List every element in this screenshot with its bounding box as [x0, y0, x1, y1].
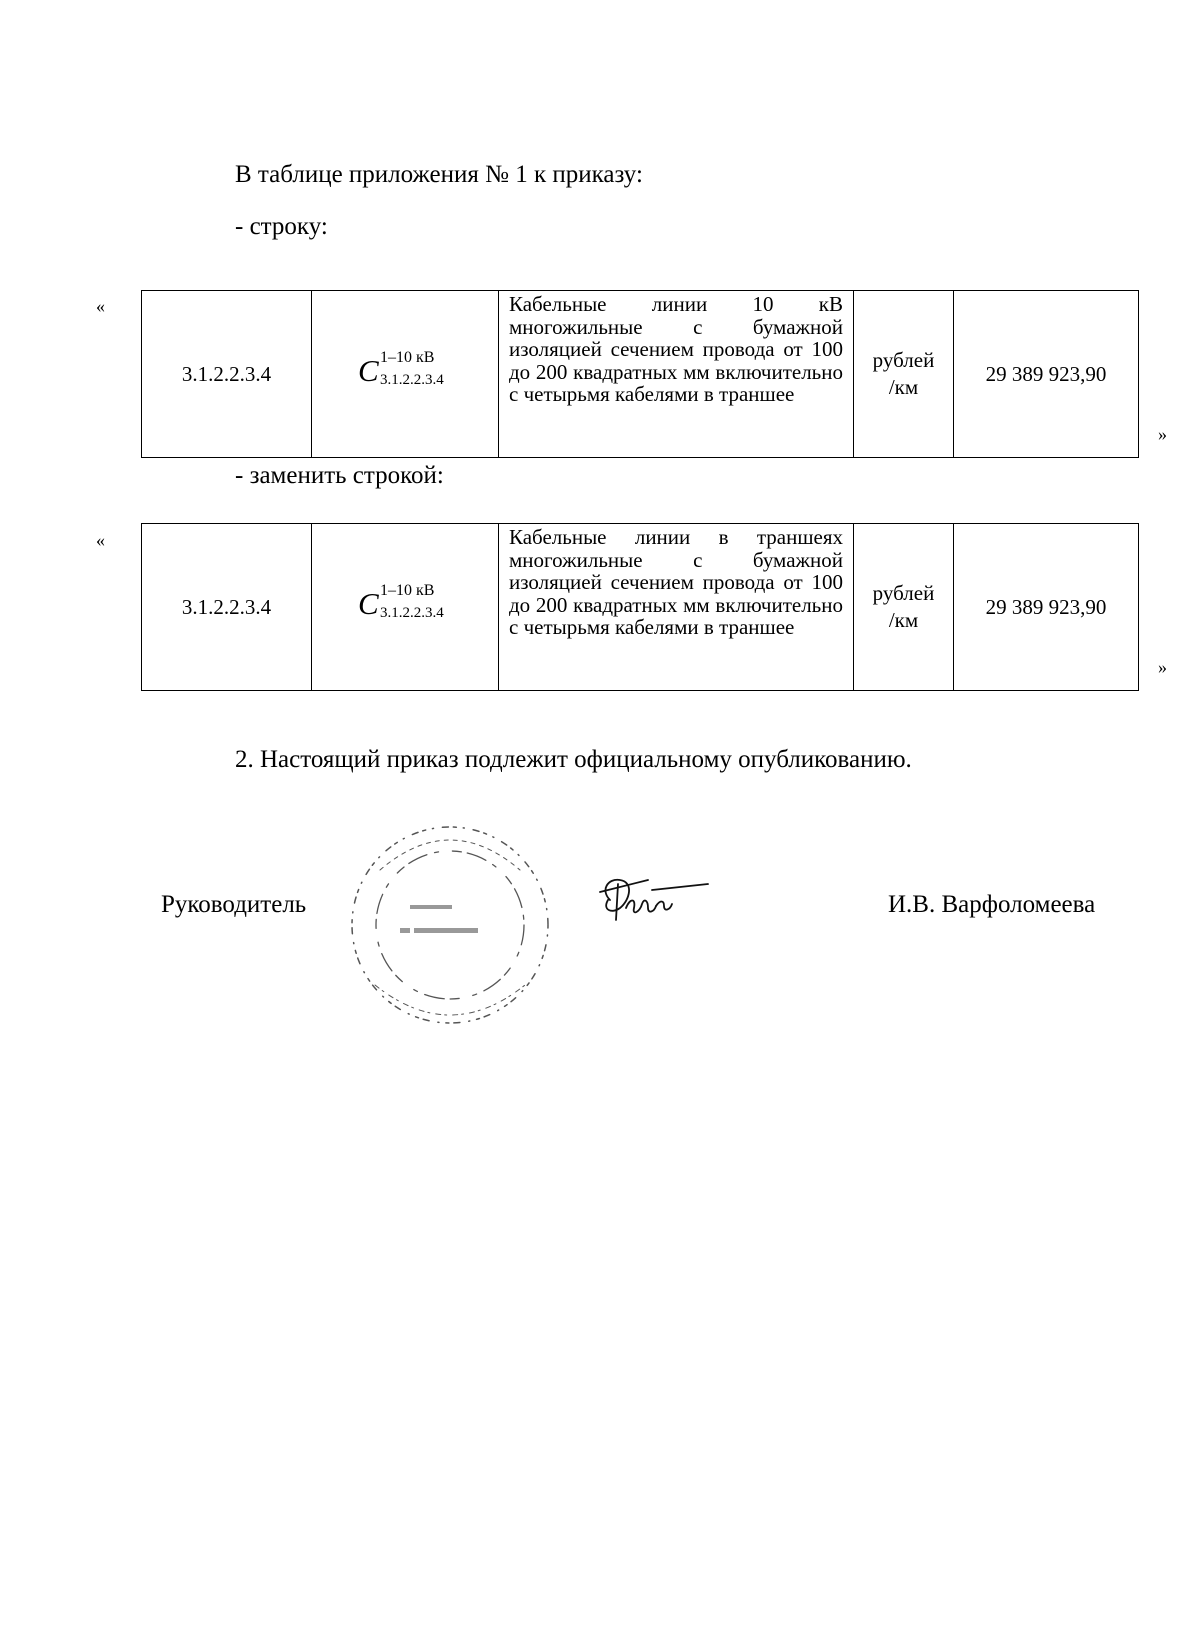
open-quote: «: [96, 530, 105, 550]
table-row: [142, 524, 1139, 691]
row-value: 29 389 923,90: [985, 361, 1107, 386]
row-value: 29 389 923,90: [985, 594, 1107, 619]
open-quote: «: [96, 296, 105, 316]
description-cell: [499, 291, 854, 458]
row-description: Кабельные линии 10 кВ многожильные с бумажной изоляцией сечением провода от 100 до 200 квадратных мм включительно с четырьмя кабелями в траншее: [509, 292, 843, 406]
paragraph-2: 2. Настоящий приказ подлежит официальному опубликованию.: [235, 746, 912, 773]
handwritten-signature-icon: [590, 870, 710, 940]
code-cell: [142, 291, 312, 458]
table-new-row: [141, 523, 1139, 691]
rate-symbol: [350, 347, 460, 397]
symbol-cell: [312, 291, 499, 458]
unit-line2: /км: [888, 608, 919, 632]
table-old-row: [141, 290, 1139, 458]
symbol-base: C: [358, 585, 379, 621]
row-description: Кабельные линии в траншеях многожильные с бумажной изоляцией сечением провода от 100 до 200 квадратных мм включительно с четырьмя кабелями в траншее: [509, 525, 843, 639]
close-quote: »: [1158, 424, 1167, 444]
table-row: [142, 291, 1139, 458]
signatory-role: Руководитель: [161, 891, 307, 918]
unit-line1: рублей: [872, 581, 935, 605]
intro-line-row: - строку:: [235, 213, 328, 240]
signatory-name: И.В. Варфоломеева: [888, 891, 1096, 918]
unit-cell: [854, 291, 954, 458]
close-quote: »: [1158, 657, 1167, 677]
description-cell: [499, 524, 854, 691]
symbol-subscript: 3.1.2.2.3.4: [380, 371, 444, 388]
row-code: 3.1.2.2.3.4: [181, 361, 272, 386]
unit-line2: /км: [888, 375, 919, 399]
unit-cell: [854, 524, 954, 691]
unit-line1: рублей: [872, 348, 935, 372]
value-cell: [954, 524, 1139, 691]
code-cell: [142, 524, 312, 691]
official-stamp-icon: [340, 810, 560, 1040]
symbol-subscript: 3.1.2.2.3.4: [380, 604, 444, 621]
rate-symbol: [350, 580, 460, 630]
intro-line-replace: - заменить строкой:: [235, 462, 444, 489]
row-code: 3.1.2.2.3.4: [181, 594, 272, 619]
symbol-base: C: [358, 352, 379, 388]
symbol-superscript: 1–10 кВ: [380, 581, 435, 599]
value-cell: [954, 291, 1139, 458]
intro-line: В таблице приложения № 1 к приказу:: [235, 161, 643, 188]
symbol-cell: [312, 524, 499, 691]
symbol-superscript: 1–10 кВ: [380, 348, 435, 366]
